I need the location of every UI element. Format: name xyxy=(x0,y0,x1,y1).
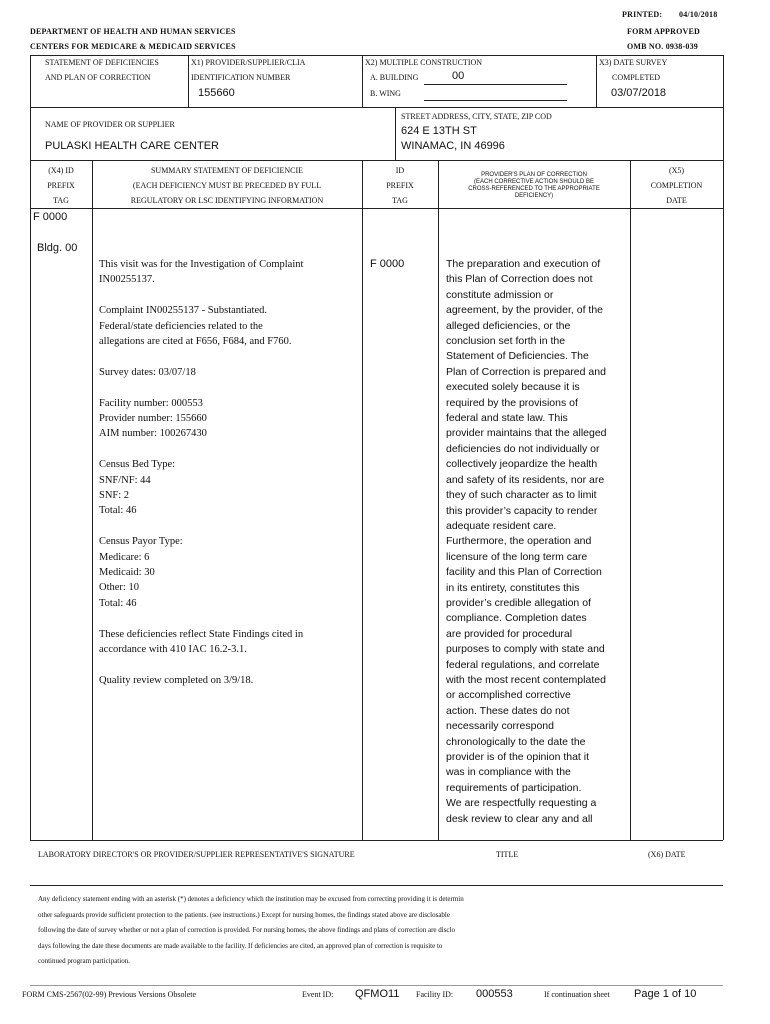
plan-line: compliance. Completion dates xyxy=(446,612,587,625)
x5-label-1: (X5) xyxy=(668,166,685,175)
wing-label: B. WING xyxy=(370,89,401,98)
plan-line: Plan of Correction is prepared and xyxy=(446,365,606,378)
x1-label-1: X1) PROVIDER/SUPPLIER/CLIA xyxy=(191,58,306,67)
continuation-label: If continuation sheet xyxy=(544,990,610,999)
summary-paragraph: This visit was for the Investigation of Complaint IN00255137. xyxy=(99,259,304,286)
plan-line: required by the provisions of xyxy=(446,396,578,409)
address-line-1: 624 E 13TH ST xyxy=(401,125,477,137)
summary-paragraph: Facility number: 000553 Provider number: 155660 AIM number: 100267430 xyxy=(99,397,207,440)
plan-line: in its entirety, constitutes this xyxy=(446,581,580,594)
x4-label-1: (X4) ID xyxy=(48,166,74,175)
plan-line: this Plan of Correction does not xyxy=(446,273,593,286)
footer-rule xyxy=(30,985,723,986)
plan-line: they of such character as to limit xyxy=(446,489,597,502)
address-line-2: WINAMAC, IN 46996 xyxy=(401,140,505,152)
building-underline xyxy=(424,84,567,85)
plan-line: requirements of participation. xyxy=(446,781,582,794)
disclaimer-line: days following the date these documents are made available to the facility. If deficiencies are cited, an approved plan of correction is requisite to xyxy=(38,941,443,950)
x4-label-2: PREFIX xyxy=(47,181,75,190)
plan-line: constitute admission or xyxy=(446,288,554,301)
summary-paragraph: Census Payor Type: Medicare: 6 Medicaid: 30 Other: 10 Total: 46 xyxy=(99,536,183,609)
plan-line: desk review to clear any and all xyxy=(446,812,593,825)
id-label-3: TAG xyxy=(392,196,408,205)
id-label-1: ID xyxy=(395,166,405,175)
building-label: A. BUILDING xyxy=(370,73,419,82)
building-value: 00 xyxy=(452,70,465,82)
summary-paragraph: Complaint IN00255137 - Substantiated. Federal/state deficiencies related to the allegations are cited at F656, F684, and F760. xyxy=(99,305,292,348)
x4-label-3: TAG xyxy=(53,196,69,205)
right-prefix-tag: F 0000 xyxy=(370,258,405,270)
disclaimer-line: other safeguards provide sufficient protection to the patients. (see instructions.) Except for nursing homes, the findings stated above are disclosable xyxy=(38,910,450,919)
plan-line: and safety of its residents, nor are xyxy=(446,473,605,486)
printed-date: 04/10/2018 xyxy=(679,10,718,19)
wing-underline xyxy=(424,100,567,101)
x1-label-2: IDENTIFICATION NUMBER xyxy=(191,73,291,82)
provider-id-value: 155660 xyxy=(198,87,235,99)
plan-line: alleged deficiencies, or the xyxy=(446,319,571,332)
disclaimer-line: following the date of survey whether or not a plan of correction is provided. For nursing homes, the above findings and plans of correction are disclo xyxy=(38,926,455,935)
summary-label-2: (EACH DEFICIENCY MUST BE PRECEDED BY FULL xyxy=(132,181,322,190)
disclaimer-line: continued program participation. xyxy=(38,957,130,966)
col-div-3 xyxy=(438,160,439,840)
statement-label-2: AND PLAN OF CORRECTION xyxy=(45,73,151,82)
plan-line: facility and this Plan of Correction xyxy=(446,566,602,579)
plan-line: We are respectfully requesting a xyxy=(446,797,597,810)
body-left-border xyxy=(30,160,31,840)
summary-paragraph: Census Bed Type: SNF/NF: 44 SNF: 2 Total: 46 xyxy=(99,459,176,517)
poc-label-4: DEFICIENCY) xyxy=(514,193,554,199)
column-header-bottom-border xyxy=(30,208,723,209)
top-box-bottom-border xyxy=(30,160,723,161)
plan-line: deficiencies do not individually or xyxy=(446,442,600,455)
plan-of-correction xyxy=(446,257,629,827)
left-prefix-tag: F 0000 xyxy=(33,211,68,223)
disclaimer-line: Any deficiency statement ending with an asterisk (*) denotes a deficiency which the institution may be excused from correcting providing it is determin xyxy=(38,895,464,903)
omb-number: OMB NO. 0938-039 xyxy=(627,42,698,51)
top-box-top-border xyxy=(30,55,723,56)
plan-line: provider’s credible allegation of xyxy=(446,596,591,609)
x2-label: X2) MULTIPLE CONSTRUCTION xyxy=(365,58,483,67)
plan-line: executed solely because it is xyxy=(446,381,580,394)
plan-line: federal regulations, and correlate xyxy=(446,658,600,671)
address-label: STREET ADDRESS, CITY, STATE, ZIP COD xyxy=(401,112,552,121)
poc-label-3: CROSS-REFERENCED TO THE APPROPRIATE xyxy=(468,186,600,192)
col-div-4 xyxy=(630,160,631,840)
plan-line: or accomplished corrective xyxy=(446,689,571,702)
body-right-border xyxy=(723,160,724,840)
plan-line: The preparation and execution of xyxy=(446,258,601,270)
col-div-2 xyxy=(362,160,363,840)
plan-line: conclusion set forth in the xyxy=(446,335,566,348)
form-number: FORM CMS-2567(02-99) Previous Versions Obsolete xyxy=(22,990,197,999)
plan-line: this provider’s capacity to render xyxy=(446,504,598,517)
plan-line: federal and state law. This xyxy=(446,412,568,425)
provider-name: PULASKI HEALTH CARE CENTER xyxy=(45,140,220,152)
title-label: TITLE xyxy=(496,850,519,859)
plan-line: provider is of the opinion that it xyxy=(446,751,590,763)
plan-line: was in compliance with the xyxy=(446,766,571,779)
x5-label-2: COMPLETION xyxy=(650,181,703,190)
poc-label-1: PROVIDER'S PLAN OF CORRECTION xyxy=(481,172,587,178)
plan-line: adequate resident care. xyxy=(446,519,557,532)
facility-id-label: Facility ID: xyxy=(416,990,454,999)
disclaimer-text xyxy=(38,892,718,970)
director-signature-label: LABORATORY DIRECTOR'S OR PROVIDER/SUPPLIER REPRESENTATIVE'S SIGNATURE xyxy=(38,850,355,859)
plan-line: necessarily correspond xyxy=(446,720,554,733)
summary-label-3: REGULATORY OR LSC IDENTIFYING INFORMATION xyxy=(130,196,324,205)
plan-line: licensure of the long term care xyxy=(446,550,588,563)
plan-line: collectively jeopardize the health xyxy=(446,458,598,471)
id-label-2: PREFIX xyxy=(386,181,414,190)
cms-name: CENTERS FOR MEDICARE & MEDICAID SERVICES xyxy=(30,42,236,51)
plan-line: are provided for procedural xyxy=(446,627,573,640)
divider-x1 xyxy=(188,55,189,107)
summary-label-1: SUMMARY STATEMENT OF DEFICIENCIE xyxy=(150,166,304,175)
provider-name-label: NAME OF PROVIDER OR SUPPLIER xyxy=(45,120,175,129)
top-box-right-border xyxy=(723,55,724,160)
plan-line: provider maintains that the alleged xyxy=(446,427,607,440)
x3-label-2: COMPLETED xyxy=(612,73,660,82)
department-name: DEPARTMENT OF HEALTH AND HUMAN SERVICES xyxy=(30,27,236,36)
plan-line: purposes to comply with state and xyxy=(446,643,605,656)
x6-date-label: (X6) DATE xyxy=(648,850,686,859)
plan-line: Furthermore, the operation and xyxy=(446,535,592,548)
divider-x3 xyxy=(596,55,597,107)
page-number: Page 1 of 10 xyxy=(634,988,697,1000)
body-bottom-border xyxy=(30,840,723,841)
poc-label-2: (EACH CORRECTIVE ACTION SHOULD BE xyxy=(473,179,595,185)
deficiency-summary xyxy=(99,257,361,704)
plan-line: agreement, by the provider, of the xyxy=(446,304,604,317)
survey-completed-date: 03/07/2018 xyxy=(611,87,667,99)
building-tag: Bldg. 00 xyxy=(37,242,78,254)
plan-line: Statement of Deficiencies. The xyxy=(446,350,589,363)
plan-line: action. These dates do not xyxy=(446,704,570,717)
summary-paragraph: Quality review completed on 3/9/18. xyxy=(99,674,254,686)
event-id-label: Event ID: xyxy=(302,990,334,999)
event-id-value: QFMO11 xyxy=(355,988,400,1000)
form-approved: FORM APPROVED xyxy=(627,27,701,36)
top-box-mid-border xyxy=(30,107,723,108)
statement-label-1: STATEMENT OF DEFICIENCIES xyxy=(45,58,159,67)
plan-line: chronologically to the date the xyxy=(446,735,586,748)
divider-x2 xyxy=(362,55,363,107)
summary-paragraph: Survey dates: 03/07/18 xyxy=(99,366,196,378)
facility-id-value: 000553 xyxy=(476,988,513,1000)
divider-address xyxy=(395,107,396,160)
printed-label: PRINTED: xyxy=(622,10,663,19)
col-div-1 xyxy=(92,160,93,840)
summary-paragraph: These deficiencies reflect State Findings cited in accordance with 410 IAC 16.2-3.1. xyxy=(99,628,304,656)
x5-label-3: DATE xyxy=(666,196,687,205)
x3-label-1: X3) DATE SURVEY xyxy=(599,58,668,67)
plan-line: with the most recent contemplated xyxy=(446,673,606,686)
signature-bottom-border xyxy=(30,885,723,886)
